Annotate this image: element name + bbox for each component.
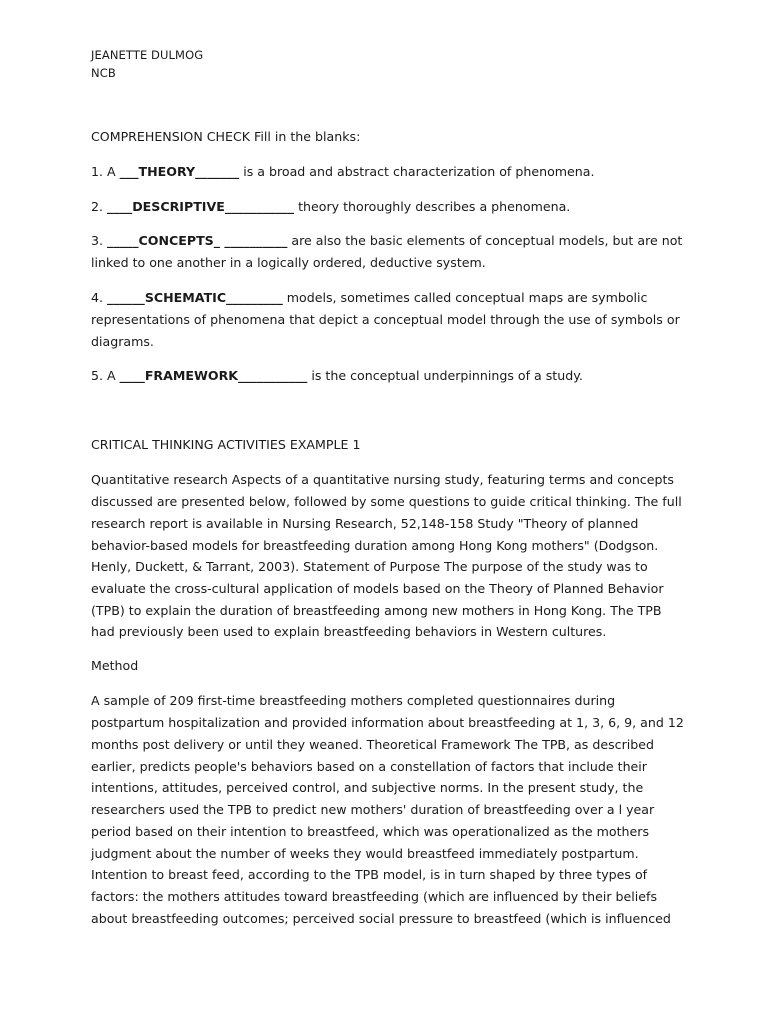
paragraph-line: A sample of 209 first-time breastfeeding mothers completed questionnaires during	[91, 693, 616, 708]
author-org: NCB	[91, 66, 116, 80]
paragraph-line: months post delivery or until they weaned. Theoretical Framework The TPB, as described	[91, 737, 654, 752]
q4-text: models, sometimes called conceptual maps are symbolic	[282, 290, 648, 305]
paragraph-line: postpartum hospitalization and provided information about breastfeeding at 1, 3, 6, 9, and 12	[91, 715, 684, 730]
q2-text: theory thoroughly describes a phenomena.	[294, 199, 571, 214]
question-4-continued-1: representations of phenomena that depict a conceptual model through the use of symbols or	[91, 312, 680, 327]
paragraph-line: factors: the mothers attitudes toward breastfeeding (which are influenced by their beliefs	[91, 889, 657, 904]
paragraph-line: behavior-based models for breastfeeding duration among Hong Kong mothers" (Dodgson.	[91, 538, 659, 553]
comprehension-title: COMPREHENSION CHECK Fill in the blanks:	[91, 129, 361, 144]
paragraph-line: evaluate the cross-cultural application of models based on the Theory of Planned Behavior	[91, 581, 664, 596]
question-3-continued: linked to one another in a logically ordered, deductive system.	[91, 255, 486, 270]
paragraph-line: Intention to breast feed, according to the TPB model, is in turn shaped by three types of	[91, 867, 648, 882]
q4-answer: ______SCHEMATIC_________	[107, 290, 283, 305]
author-name: JEANETTE DULMOG	[91, 48, 204, 62]
q5-answer: ____FRAMEWORK___________	[119, 368, 308, 383]
q3-answer: _____CONCEPTS_ __________	[107, 233, 288, 248]
critical-thinking-title: CRITICAL THINKING ACTIVITIES EXAMPLE 1	[91, 437, 361, 452]
paragraph-line: about breastfeeding outcomes; perceived social pressure to breastfeed (which is influenced	[91, 911, 671, 926]
q1-answer: ___THEORY_______	[119, 164, 240, 179]
paragraph-line: researchers used the TPB to predict new mothers' duration of breastfeeding over a l year	[91, 802, 655, 817]
q5-prefix: 5. A	[91, 368, 120, 383]
paragraph-line: had previously been used to explain breastfeeding behaviors in Western cultures.	[91, 624, 607, 639]
question-1	[91, 163, 595, 181]
method-heading: Method	[91, 658, 139, 673]
question-4	[91, 289, 647, 307]
q2-answer: ____DESCRIPTIVE___________	[107, 199, 295, 214]
q3-prefix: 3.	[91, 233, 108, 248]
q1-text: is a broad and abstract characterization of phenomena.	[239, 164, 595, 179]
question-4-continued-2: diagrams.	[91, 334, 154, 349]
q4-prefix: 4.	[91, 290, 108, 305]
q2-prefix: 2.	[91, 199, 108, 214]
question-2	[91, 198, 570, 216]
paragraph-line: discussed are presented below, followed by some questions to guide critical thinking. The full	[91, 494, 682, 509]
paragraph-line: period based on their intention to breastfeed, which was operationalized as the mothers	[91, 824, 650, 839]
q3-text: are also the basic elements of conceptual models, but are not	[287, 233, 683, 248]
paragraph-line: research report is available in Nursing Research, 52,148-158 Study "Theory of planned	[91, 516, 639, 531]
paragraph-line: (TPB) to explain the duration of breastfeeding among new mothers in Hong Kong. The TPB	[91, 603, 662, 618]
paragraph-line: Quantitative research Aspects of a quantitative nursing study, featuring terms and concepts	[91, 472, 674, 487]
paragraph-line: intentions, attitudes, perceived control, and subjective norms. In the present study, the	[91, 780, 644, 795]
paragraph-line: Henly, Duckett, & Tarrant, 2003). Statement of Purpose The purpose of the study was to	[91, 559, 648, 574]
paragraph-line: earlier, predicts people's behaviors based on a constellation of factors that include their	[91, 759, 647, 774]
q5-text: is the conceptual underpinnings of a study.	[307, 368, 583, 383]
paragraph-line: judgment about the number of weeks they would breastfeed immediately postpartum.	[91, 846, 639, 861]
question-5	[91, 367, 583, 385]
q1-prefix: 1. A	[91, 164, 120, 179]
question-3	[91, 232, 682, 250]
